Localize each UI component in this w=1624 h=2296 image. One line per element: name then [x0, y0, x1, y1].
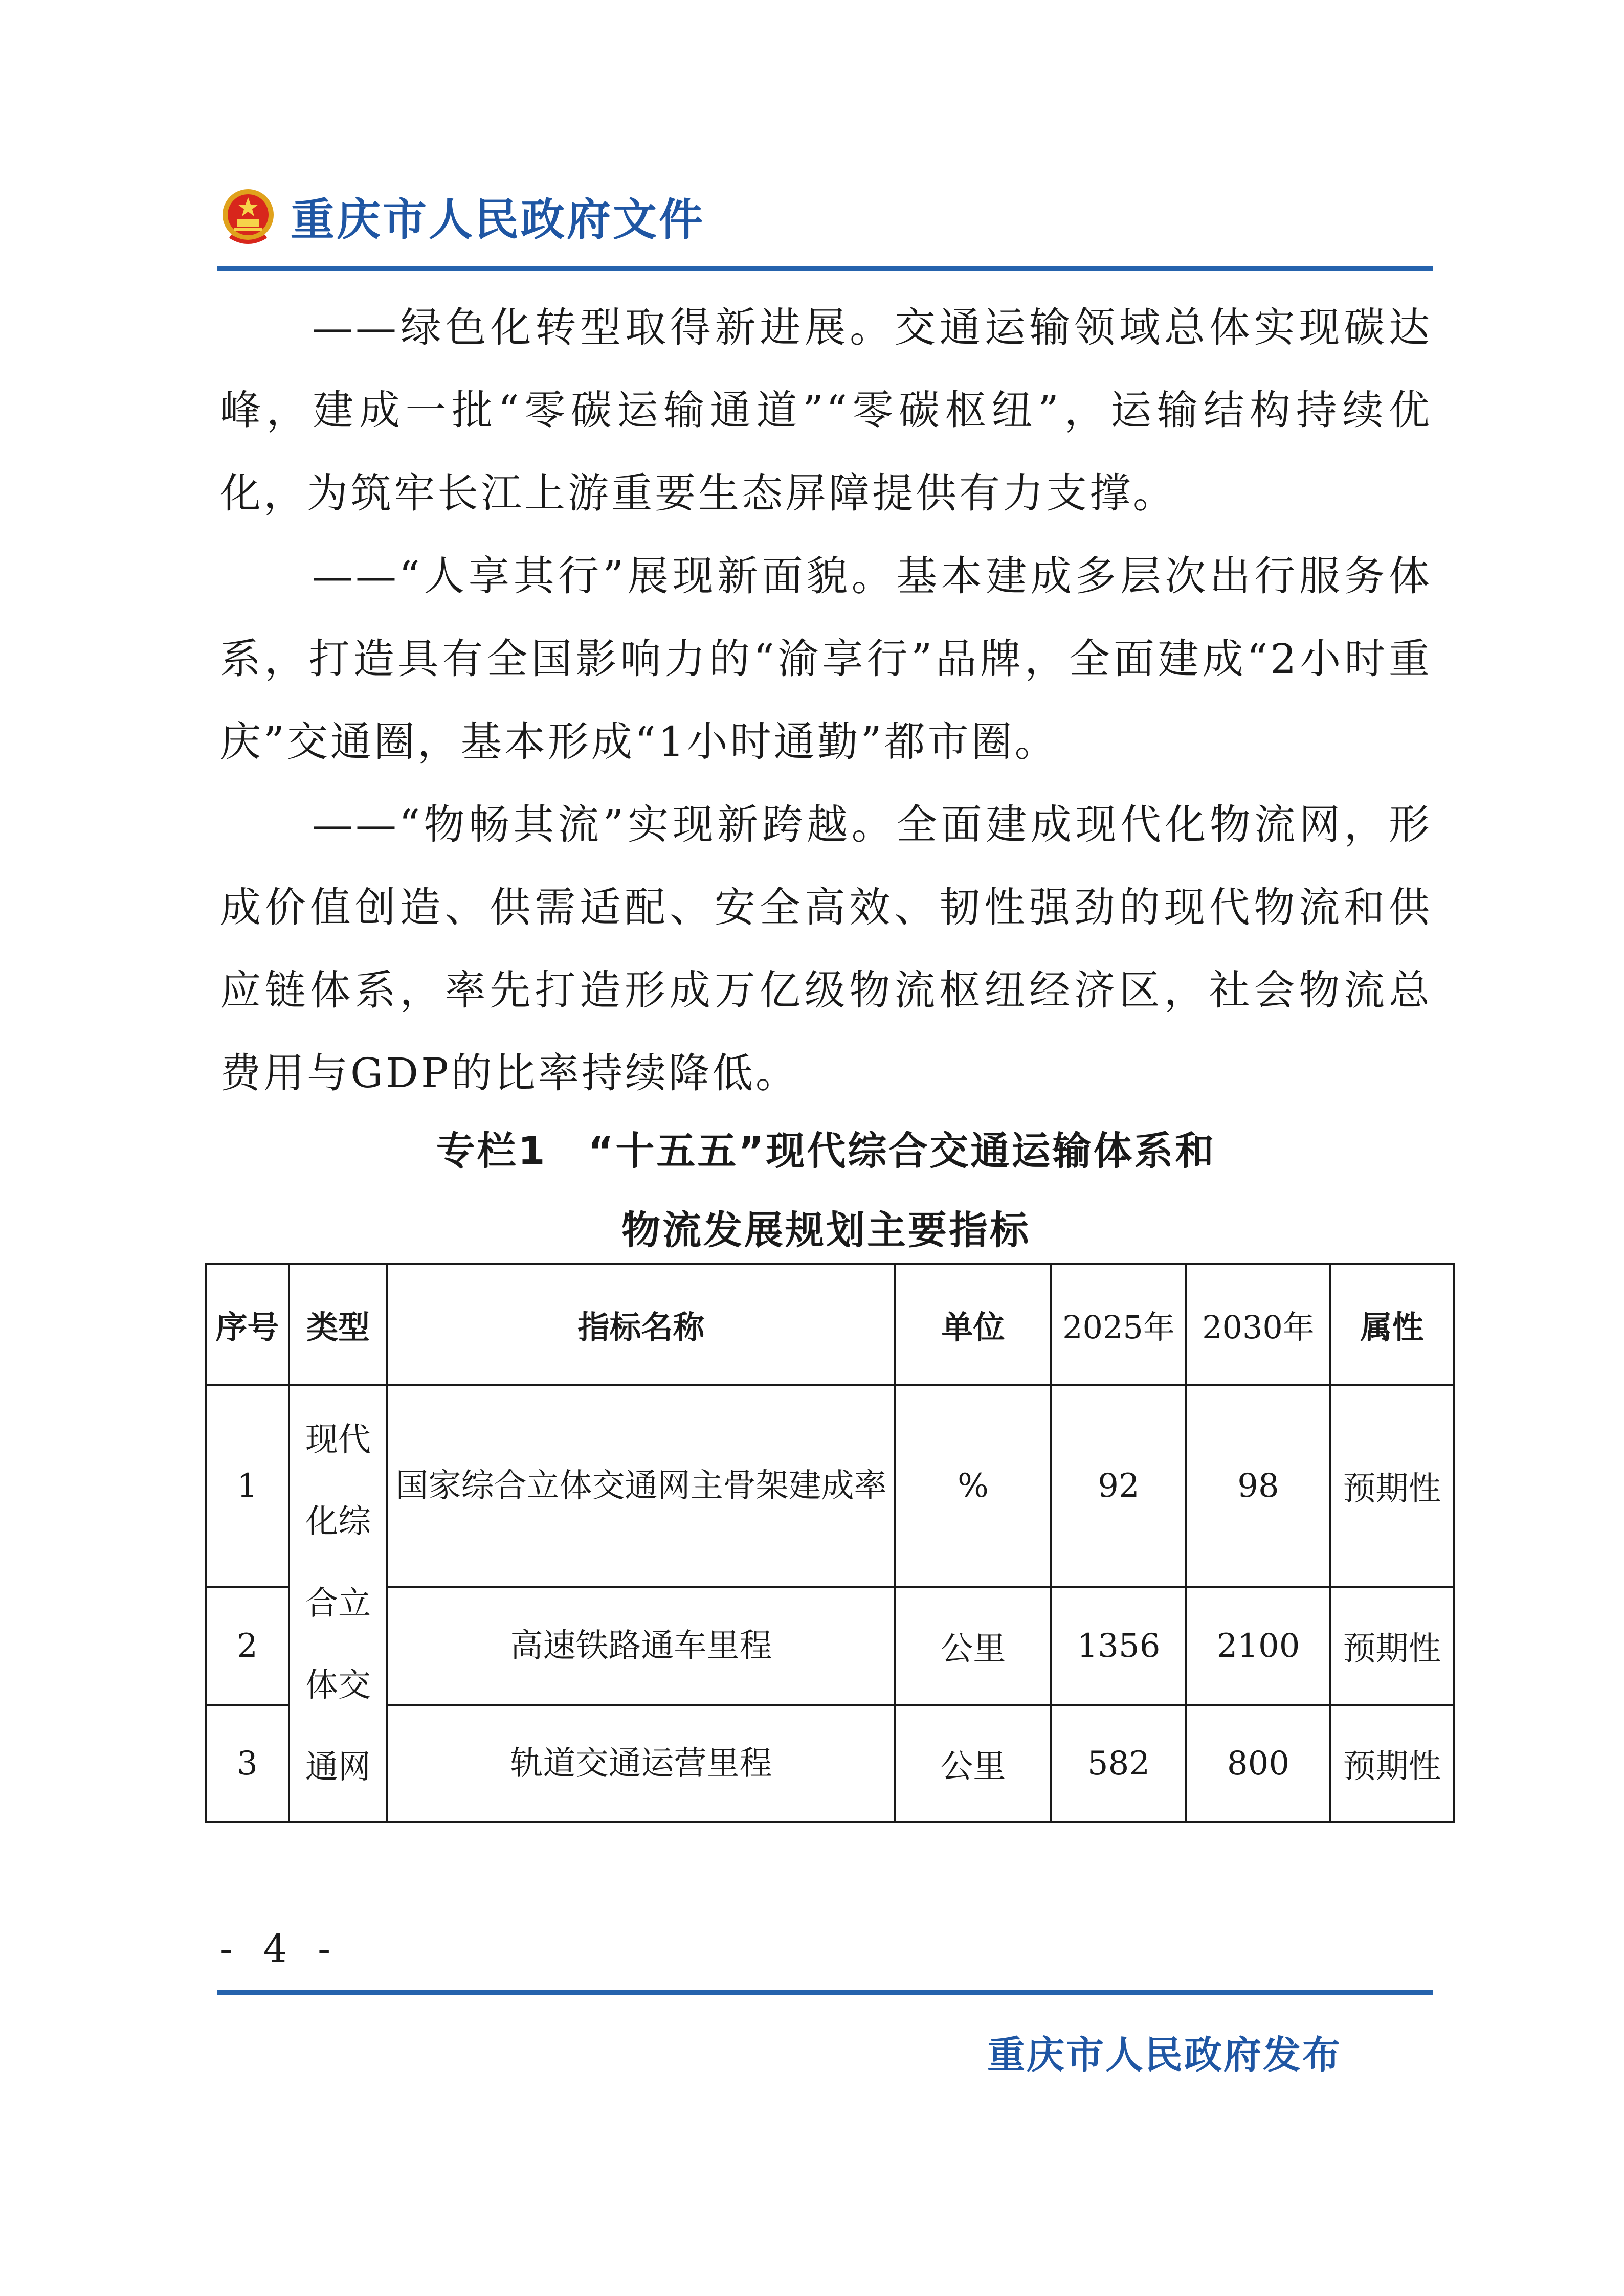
header-indicator-name: 指标名称	[387, 1264, 895, 1385]
indicator-attribute: 预期性	[1330, 1385, 1454, 1587]
table-row	[206, 1385, 1454, 1587]
header-type: 类型	[289, 1264, 387, 1385]
header-unit: 单位	[895, 1264, 1051, 1385]
value-2025: 1356	[1051, 1587, 1186, 1705]
footer-publisher: 重庆市人民政府发布	[987, 2033, 1342, 2077]
value-2030: 800	[1186, 1705, 1330, 1822]
indicator-unit: 公里	[895, 1587, 1051, 1705]
indicator-unit: 公里	[895, 1705, 1051, 1822]
type-label: 现代化综合立体交通网	[305, 1421, 371, 1786]
value-2030: 2100	[1186, 1587, 1330, 1705]
table-row	[206, 1705, 1454, 1822]
indicator-attribute: 预期性	[1330, 1705, 1454, 1822]
row-index: 1	[206, 1385, 289, 1587]
paragraph-logistics: ——“物畅其流”实现新跨越。全面建成现代化物流网，形成价值创造、供需适配、安全高效、韧性强劲的现代物流和供应链体系，率先打造形成万亿级物流枢纽经济区，社会物流总费用与GDP的比率持续降低。	[220, 801, 1432, 1097]
header-2025: 2025年	[1051, 1264, 1186, 1385]
header-rule	[217, 266, 1433, 271]
indicator-attribute: 预期性	[1330, 1587, 1454, 1705]
indicator-name: 高速铁路通车里程	[387, 1587, 895, 1705]
type-cell	[289, 1385, 387, 1822]
indicator-name: 轨道交通运营里程	[387, 1705, 895, 1822]
metrics-table	[205, 1263, 1455, 1823]
national-emblem-icon	[220, 185, 276, 246]
header-2030: 2030年	[1186, 1264, 1330, 1385]
paragraph-passenger-travel: ——“人享其行”展现新面貌。基本建成多层次出行服务体系，打造具有全国影响力的“渝享行”品牌，全面建成“2小时重庆”交通圈，基本形成“1小时通勤”都市圈。	[220, 552, 1432, 766]
value-2030: 98	[1186, 1385, 1330, 1587]
value-2025: 92	[1051, 1385, 1186, 1587]
row-index: 3	[206, 1705, 289, 1822]
header-index: 序号	[206, 1264, 289, 1385]
document-header	[220, 180, 705, 252]
table-caption-line2: 物流发展规划主要指标	[621, 1207, 1031, 1253]
header-attribute: 属性	[1330, 1264, 1454, 1385]
row-index: 2	[206, 1587, 289, 1705]
indicator-name: 国家综合立体交通网主骨架建成率	[387, 1385, 895, 1587]
page-number: - 4 -	[220, 1927, 340, 1971]
header-title: 重庆市人民政府文件	[291, 194, 705, 245]
value-2025: 582	[1051, 1705, 1186, 1822]
table-header-row	[206, 1264, 1454, 1385]
indicator-unit: %	[895, 1385, 1051, 1587]
paragraph-green-transition: ——绿色化转型取得新进展。交通运输领域总体实现碳达峰，建成一批“零碳运输通道”“零碳枢纽”，运输结构持续优化，为筑牢长江上游重要生态屏障提供有力支撑。	[220, 304, 1432, 517]
footer-rule	[217, 1990, 1433, 1995]
table-caption-line1: 专栏1 “十五五”现代综合交通运输体系和	[436, 1128, 1216, 1174]
table-row	[206, 1587, 1454, 1705]
